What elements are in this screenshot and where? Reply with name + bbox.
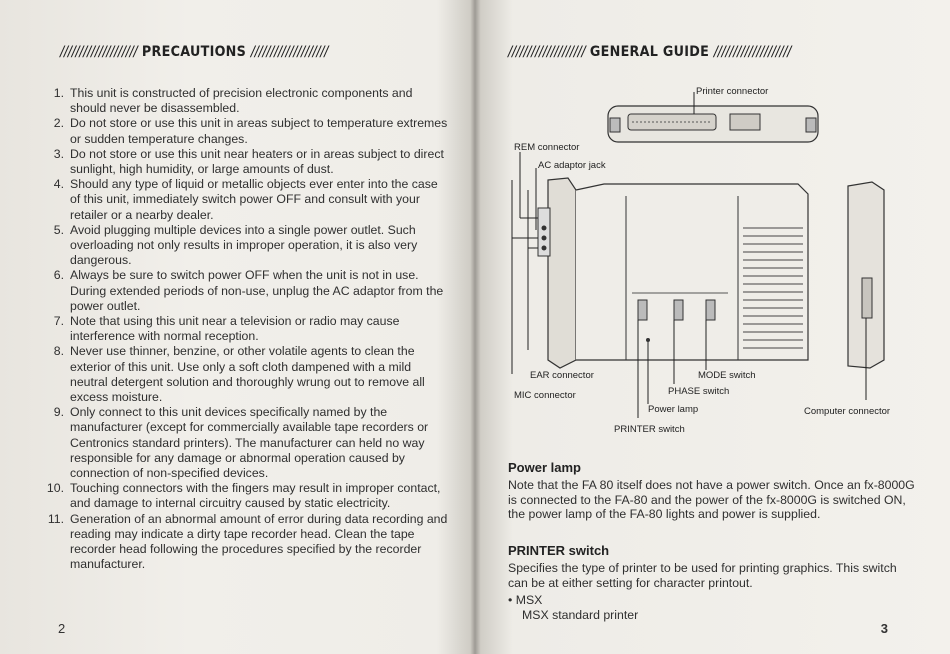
precaution-text: Touching connectors with the fingers may result in improper contact, and damage to internal circuitry caused by static electricity. <box>70 481 441 511</box>
label-computer-connector: Computer connector <box>804 406 891 417</box>
precautions-heading <box>60 44 328 60</box>
precaution-item <box>28 177 448 223</box>
label-rem-connector: REM connector <box>514 142 580 153</box>
label-power-lamp: Power lamp <box>648 404 699 415</box>
printer-switch-text: Specifies the type of printer to be used for printing graphics. This switch can be at either setting for character printout. <box>508 561 897 590</box>
page-number-right: 3 <box>880 621 888 636</box>
precaution-number: 3. <box>53 146 64 161</box>
label-ac-adaptor-jack: AC adaptor jack <box>538 160 606 171</box>
precaution-number: 11. <box>47 511 64 526</box>
label-phase-switch: PHASE switch <box>668 386 730 397</box>
label-ear-connector: EAR connector <box>530 370 594 381</box>
precaution-number: 9. <box>53 405 64 420</box>
precaution-text: This unit is constructed of precision electronic components and should never be disassembled. <box>70 86 413 116</box>
precaution-number: 7. <box>53 314 64 329</box>
precaution-number: 2. <box>53 116 64 131</box>
label-printer-connector: Printer connector <box>696 86 769 97</box>
page-number-left: 2 <box>58 621 66 636</box>
precaution-text: Note that using this unit near a television or radio may cause interference with normal reception. <box>70 314 400 344</box>
precaution-text: Do not store or use this unit in areas subject to temperature extremes or sudden temperature changes. <box>70 116 448 146</box>
label-printer-switch: PRINTER switch <box>614 424 685 435</box>
label-mic-connector: MIC connector <box>514 390 576 401</box>
precaution-number: 10. <box>46 481 64 496</box>
heading-slashes-left: //////////////////// <box>508 44 586 60</box>
precaution-item <box>28 314 448 344</box>
heading-slashes-left: //////////////////// <box>60 44 138 60</box>
precaution-number: 1. <box>53 86 64 100</box>
device-diagram <box>498 78 938 446</box>
precaution-item <box>28 86 448 116</box>
general-guide-title: GENERAL GUIDE <box>589 44 710 60</box>
heading-slashes-right: //////////////////// <box>713 44 792 60</box>
precaution-item <box>28 268 448 314</box>
precaution-text: Generation of an abnormal amount of error during data recording and reading may indicate a dirty tape recorder head. Clean the tape recorder head following the procedures specified by the recorder manufacturer. <box>70 511 448 572</box>
precaution-text: Should any type of liquid or metallic objects ever enter into the case of this unit, immediately switch power OFF and consult with your retailer or a nearby dealer. <box>70 177 438 222</box>
precaution-number: 4. <box>53 177 64 192</box>
power-lamp-text: Note that the FA 80 itself does not have a power switch. Once an fx-8000G is connected to the FA-80 and the power of the fx-8000G is switched ON, the power lamp of the FA-80 lights and power is supplied. <box>508 478 915 522</box>
precaution-item <box>28 481 448 511</box>
precaution-text: Always be sure to switch power OFF when the unit is not in use. During extended periods of non-use, unplug the AC adaptor from the power outlet. <box>70 268 444 313</box>
heading-slashes-right: //////////////////// <box>250 44 329 60</box>
precautions-title: PRECAUTIONS <box>141 44 247 60</box>
precaution-item <box>28 116 448 146</box>
power-lamp-heading: Power lamp <box>508 460 581 475</box>
precaution-text: Do not store or use this unit near heaters or in areas subject to direct sunlight, high humidity, or large amounts of dust. <box>70 146 444 177</box>
general-guide-heading <box>508 44 791 60</box>
right-page <box>478 0 950 654</box>
precaution-item <box>28 344 448 405</box>
precaution-text: Avoid plugging multiple devices into a single power outlet. Such overloading not only results in improper operation, it is also very dangerous. <box>70 222 418 268</box>
left-page <box>0 0 472 654</box>
precaution-text: Never use thinner, benzine, or other volatile agents to clean the exterior of this unit. Use only a soft cloth dampened with a mild neutral detergent solution and thoroughly wrung out to remove all excess moisture. <box>70 344 425 405</box>
precaution-number: 6. <box>53 268 64 283</box>
msx-bullet: • MSX <box>508 593 543 607</box>
precaution-number: 5. <box>53 222 64 237</box>
printer-switch-heading: PRINTER switch <box>508 543 610 558</box>
precaution-item <box>28 512 448 573</box>
precautions-list <box>28 86 448 573</box>
msx-description: MSX standard printer <box>522 608 639 622</box>
label-mode-switch: MODE switch <box>698 370 756 381</box>
precaution-text: Only connect to this unit devices specifically named by the manufacturer (except for commercially available tape recorders or Centronics standard printers). The manufacturer can held no way responsible for any damage or abnormal operation caused by connection of non-specified devices. <box>70 405 429 481</box>
precaution-item <box>28 147 448 177</box>
precaution-number: 8. <box>53 344 64 359</box>
precaution-item <box>28 405 448 481</box>
precaution-item <box>28 223 448 269</box>
